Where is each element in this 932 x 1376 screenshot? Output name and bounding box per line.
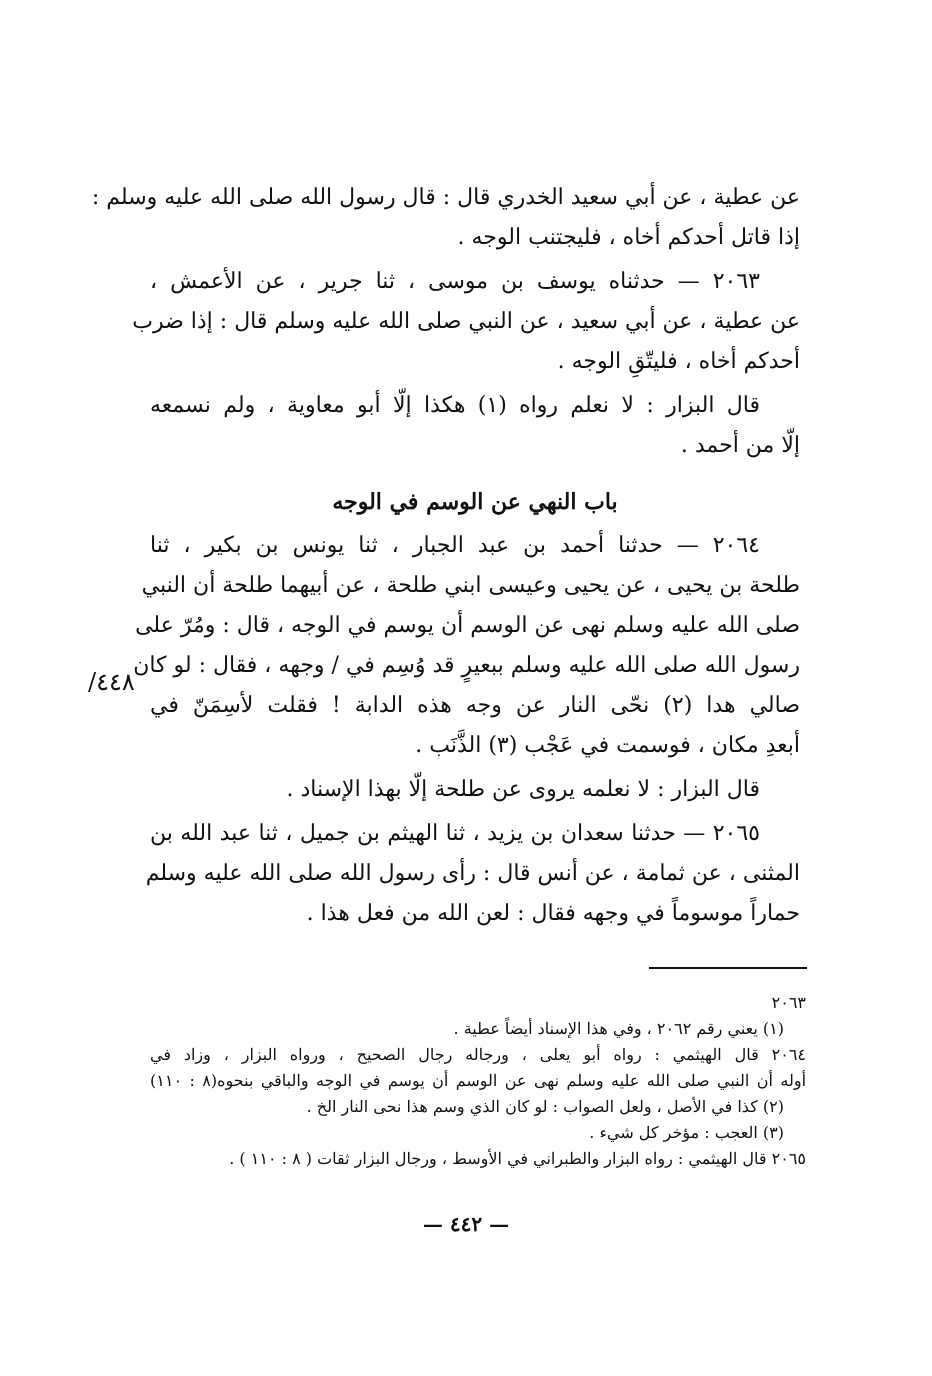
bazzar-note-line: إلّا من أحمد . (680, 433, 800, 458)
hadith-2065-line: حماراً موسوماً في وجهه فقال : لعن الله من فعل هذا . (306, 901, 800, 926)
hadith-2063-line: ٢٠٦٣ — حدثناه يوسف بن موسى ، ثنا جرير ، عن الأعمش ، (150, 269, 760, 294)
footnote-ref: ٢٠٦٣ (771, 993, 806, 1012)
hadith-2064-line: رسول الله صلى الله عليه وسلم ببعيرٍ قد وُسِم في / وجهه ، فقال : لو كان (133, 653, 800, 678)
footnote-ref: ٢٠٦٤ قال الهيثمي : رواه أبو يعلى ، ورجاله رجال الصحيح ، ورواه البزار ، وزاد في (150, 1045, 806, 1064)
bazzar-note-line: قال البزار : لا نعلمه يروى عن طلحة إلّا بهذا الإسناد . (286, 777, 760, 802)
bazzar-note-line: قال البزار : لا نعلم رواه (١) هكذا إلّا أبو معاوية ، ولم نسمعه (150, 393, 760, 418)
hadith-2064-line: صلى الله عليه وسلم نهى عن الوسم أن يوسم في الوجه ، قال : ومُرّ على (135, 613, 800, 638)
text-line: عن عطية ، عن أبي سعيد الخدري قال : قال رسول الله صلى الله عليه وسلم : (91, 185, 800, 210)
text-line: إذا قاتل أحدكم أخاه ، فليجتنب الوجه . (457, 225, 800, 250)
footnote-item: (٣) العجب : مؤخر كل شيء . (589, 1123, 784, 1142)
hadith-2064-line: صالي هدا (٢) نحّى النار عن وجه هذه الدابة ! فقلت لأسِمَنّ في (150, 693, 800, 718)
chapter-heading: باب النهي عن الوسم في الوجه (332, 489, 618, 515)
manuscript-folio-marker: ٤٤٨/ (88, 668, 135, 696)
page-number: — ٤٤٢ — (422, 1212, 510, 1236)
hadith-2064-line: ٢٠٦٤ — حدثنا أحمد بن عبد الجبار ، ثنا يونس بن بكير ، ثنا (150, 533, 760, 558)
footnote-ref: أوله أن النبي صلى الله عليه وسلم نهى عن الوسم أن يوسم في الوجه والباقي بنحوه(٨ : ١١٠) (150, 1071, 807, 1090)
hadith-2063-line: أحدكم أخاه ، فليتّقِ الوجه . (557, 349, 800, 374)
footnote-item: (٢) كذا في الأصل ، ولعل الصواب : لو كان الذي وسم هذا نحى النار الخ . (306, 1097, 784, 1116)
footnote-item: (١) يعني رقم ٢٠٦٢ ، وفي هذا الإسناد أيضاً عطية . (453, 1019, 784, 1038)
hadith-2065-line: المثنى ، عن ثمامة ، عن أنس قال : رأى رسول الله صلى الله عليه وسلم (145, 861, 800, 886)
hadith-2063-line: عن عطية ، عن أبي سعيد ، عن النبي صلى الله عليه وسلم قال : إذا ضرب (132, 309, 800, 334)
footnote-divider (649, 967, 807, 969)
hadith-2065-line: ٢٠٦٥ — حدثنا سعدان بن يزيد ، ثنا الهيثم بن جميل ، ثنا عبد الله بن (150, 821, 760, 846)
hadith-2064-line: طلحة بن يحيى ، عن يحيى وعيسى ابني طلحة ، عن أبيهما طلحة أن النبي (141, 573, 800, 598)
footnote-ref: ٢٠٦٥ قال الهيثمي : رواه البزار والطبراني في الأوسط ، ورجال البزار ثقات ( ٨ : ١١٠ ) . (229, 1149, 806, 1168)
footnotes (150, 990, 806, 1172)
hadith-2064-line: أبعدِ مكان ، فوسمت في عَجْب (٣) الذَّنَب . (415, 733, 800, 758)
